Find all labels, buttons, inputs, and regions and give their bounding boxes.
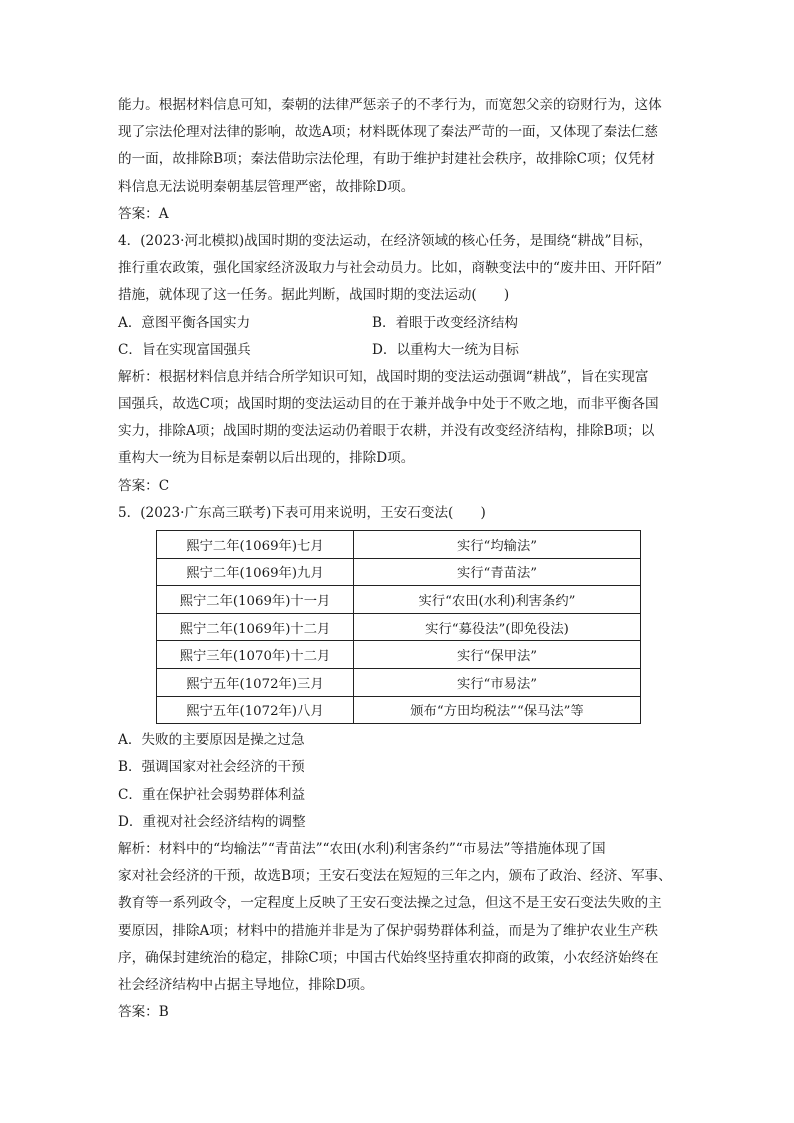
option-d: D．以重构大一统为目标 <box>372 341 519 358</box>
question-4-analysis <box>118 364 678 473</box>
table-row <box>157 531 641 559</box>
option-b: B．强调国家对社会经济的干预 <box>118 759 305 776</box>
text-line: 实力，排除A项；战国时期的变法运动仍着眼于农耕，并没有改变经济结构，排除B项；以 <box>118 423 655 440</box>
option-d: D．重视对社会经济结构的调整 <box>118 813 306 830</box>
table-row <box>157 669 641 697</box>
table-row <box>157 558 641 586</box>
text-line: 国强兵，故选C项；战国时期的变法运动目的在于兼并战争中处于不败之地，而非平衡各国 <box>118 396 659 413</box>
table-cell-date: 熙宁二年(1069年)七月 <box>157 531 354 559</box>
table-cell-event: 实行“农田(水利)利害条约” <box>354 586 641 614</box>
text-line: 社会经济结构中占据主导地位，排除D项。 <box>118 976 374 993</box>
table-cell-event: 实行“市易法” <box>354 669 641 697</box>
text-line: 解析：材料中的“均输法”“青苗法”“农田(水利)利害条约”“市易法”等措施体现了国 <box>118 840 606 857</box>
answer-text: 答案：C <box>118 477 170 494</box>
intro-analysis <box>118 92 678 201</box>
answer-text: 答案：B <box>118 1004 169 1021</box>
reform-table <box>156 530 641 724</box>
text-line: 现了宗法伦理对法律的影响，故选A项；材料既体现了秦法严苛的一面，又体现了秦法仁慈 <box>118 124 658 141</box>
text-line: 序，确保封建统治的稳定，排除C项；中国古代始终坚持重农抑商的政策，小农经济始终在 <box>118 949 659 966</box>
table-cell-date: 熙宁二年(1069年)九月 <box>157 558 354 586</box>
table-cell-date: 熙宁二年(1069年)十二月 <box>157 613 354 641</box>
option-b: B．着眼于改变经济结构 <box>372 314 518 331</box>
option-c: C．旨在实现富国强兵 <box>118 341 251 358</box>
option-a: A．意图平衡各国实力 <box>118 314 251 331</box>
table-row <box>157 613 641 641</box>
text-line: 教育等一系列政令，一定程度上反映了王安石变法操之过急，但这不是王安石变法失败的主 <box>118 895 662 912</box>
text-line: 家对社会经济的干预，故选B项；王安石变法在短短的三年之内，颁布了政治、经济、军事、 <box>118 868 672 885</box>
table-cell-date: 熙宁二年(1069年)十一月 <box>157 586 354 614</box>
table-row <box>157 641 641 669</box>
text-line: 料信息无法说明秦朝基层管理严密，故排除D项。 <box>118 178 415 195</box>
question-5-stem <box>118 500 678 527</box>
text-line: 推行重农政策，强化国家经济汲取力与社会动员力。比如，商鞅变法中的“废井田、开阡陌” <box>118 260 663 277</box>
text-line: 的一面，故排除B项；秦法借助宗法伦理，有助于维护封建社会秩序，故排除C项；仅凭材 <box>118 151 655 168</box>
text-line: 要原因，排除A项；材料中的措施并非是为了保护弱势群体利益，而是为了维护农业生产秩 <box>118 922 658 939</box>
table-cell-event: 实行“保甲法” <box>354 641 641 669</box>
table-cell-date: 熙宁五年(1072年)八月 <box>157 696 354 724</box>
table-row <box>157 586 641 614</box>
question-5-analysis <box>118 836 678 999</box>
text-line: 4．(2023·河北模拟)战国时期的变法运动，在经济领域的核心任务，是围绕“耕战”目标， <box>118 232 653 249</box>
intro-answer <box>118 201 678 228</box>
table-cell-date: 熙宁三年(1070年)十二月 <box>157 641 354 669</box>
text-line: 5．(2023·广东高三联考)下表可用来说明，王安石变法( ) <box>118 504 486 521</box>
option-a: A．失败的主要原因是操之过急 <box>118 732 305 749</box>
answer-text: 答案：A <box>118 205 169 222</box>
table-cell-date: 熙宁五年(1072年)三月 <box>157 669 354 697</box>
question-5-answer <box>118 999 678 1026</box>
text-line: 能力。根据材料信息可知，秦朝的法律严惩亲子的不孝行为，而宽恕父亲的窃财行为，这体 <box>118 97 662 113</box>
table-cell-event: 实行“募役法”(即免役法) <box>354 613 641 641</box>
table-row <box>157 696 641 724</box>
table-cell-event: 实行“青苗法” <box>354 558 641 586</box>
question-4-options <box>118 310 678 364</box>
document-page <box>118 92 678 1026</box>
option-c: C．重在保护社会弱势群体利益 <box>118 786 306 803</box>
text-line: 重构大一统为目标是秦朝以后出现的，排除D项。 <box>118 450 415 467</box>
text-line: 措施，就体现了这一任务。据此判断，战国时期的变法运动( ) <box>118 287 510 304</box>
table-cell-event: 颁布“方田均税法”“保马法”等 <box>354 696 641 724</box>
question-4-answer <box>118 473 678 500</box>
text-line: 解析：根据材料信息并结合所学知识可知，战国时期的变法运动强调“耕战”，旨在实现富 <box>118 368 649 385</box>
reform-table-wrapper <box>156 530 678 724</box>
table-cell-event: 实行“均输法” <box>354 531 641 559</box>
question-4-stem <box>118 228 678 310</box>
question-5-options <box>118 727 678 836</box>
